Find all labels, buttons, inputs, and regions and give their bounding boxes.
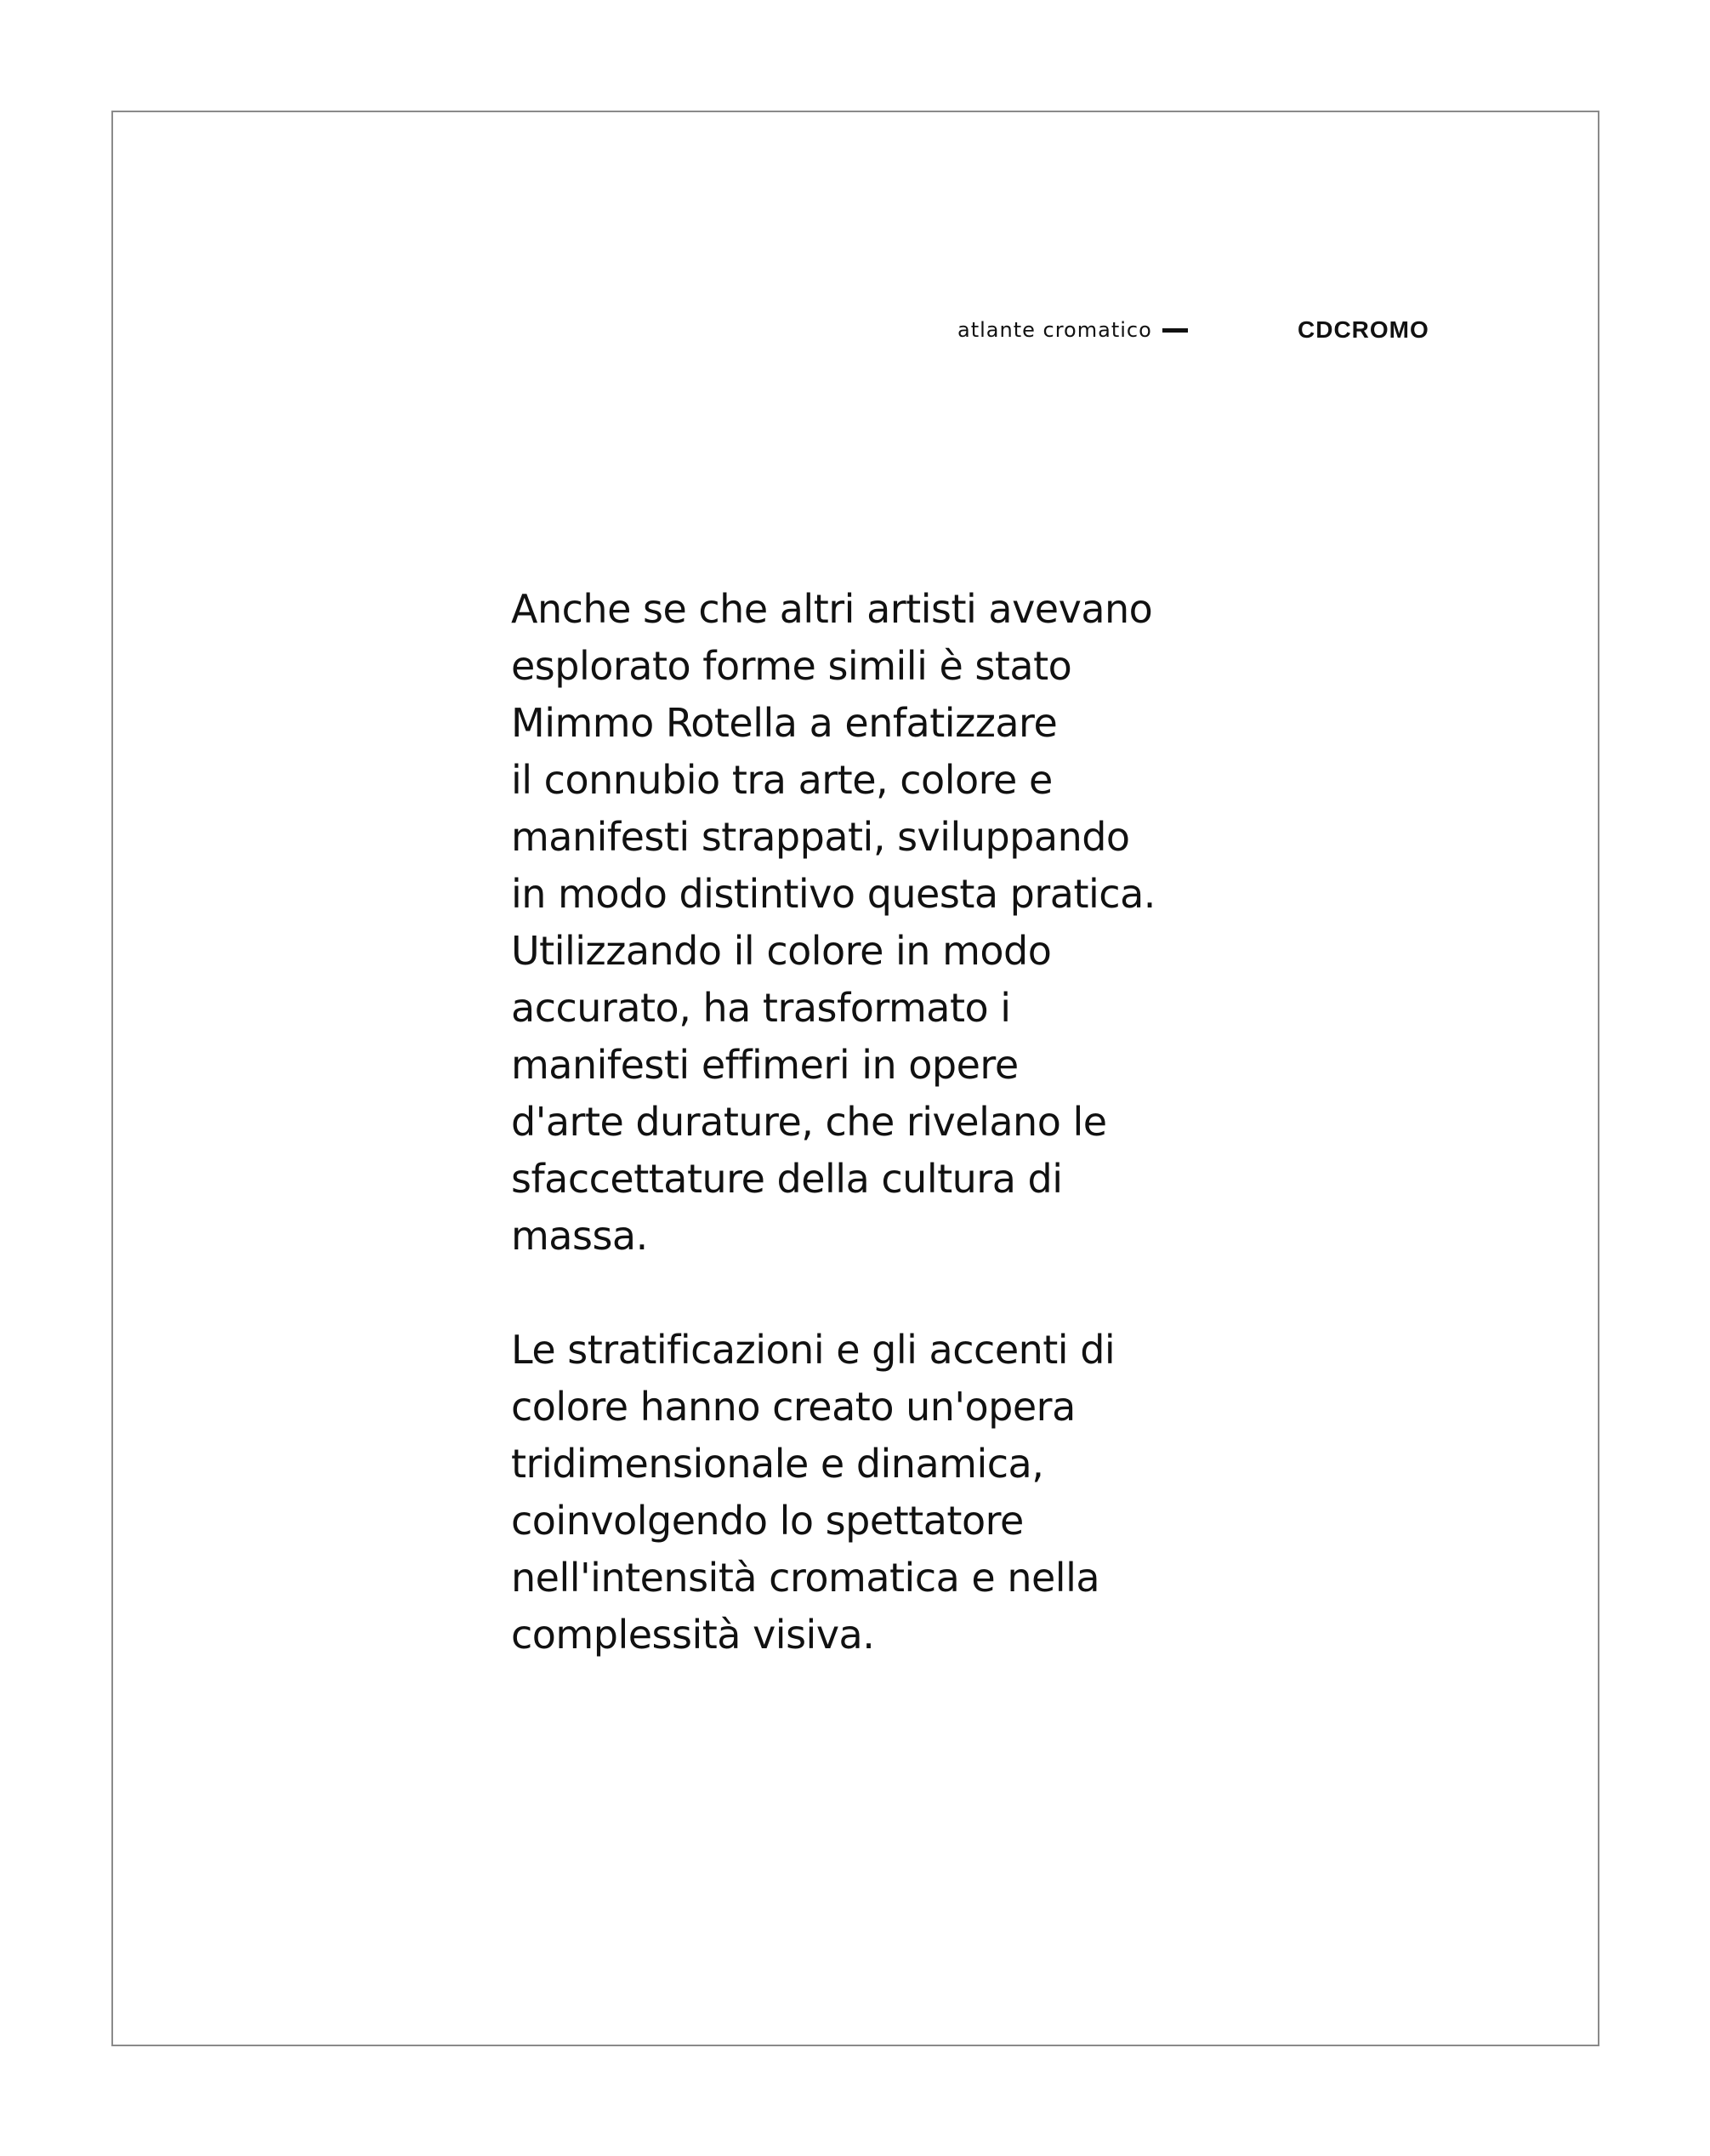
text-line: manifesti effimeri in opere bbox=[511, 1042, 1019, 1088]
text-line: accurato, ha trasformato i bbox=[511, 985, 1011, 1031]
text-line: manifesti strappati, sviluppando bbox=[511, 814, 1130, 860]
body-text bbox=[511, 581, 1242, 1664]
text-line: Le stratificazioni e gli accenti di bbox=[511, 1327, 1116, 1373]
text-line: coinvolgendo lo spettatore bbox=[511, 1498, 1024, 1544]
paragraph-1 bbox=[511, 581, 1242, 1265]
text-line: nell'intensità cromatica e nella bbox=[511, 1555, 1100, 1601]
text-line: d'arte durature, che rivelano le bbox=[511, 1099, 1107, 1145]
header-label-text: atlante cromatico bbox=[957, 318, 1152, 342]
text-line: Mimmo Rotella a enfatizzare bbox=[511, 700, 1058, 746]
text-line: esplorato forme simili è stato bbox=[511, 643, 1072, 689]
text-line: in modo distintivo questa pratica. bbox=[511, 871, 1156, 917]
text-line: massa. bbox=[511, 1213, 648, 1259]
text-line: Utilizzando il colore in modo bbox=[511, 928, 1052, 974]
header-brand: CDCROMO bbox=[1298, 316, 1429, 343]
text-line: tridimensionale e dinamica, bbox=[511, 1441, 1044, 1487]
header-dash bbox=[1162, 328, 1188, 333]
paragraph-2 bbox=[511, 1322, 1242, 1664]
text-line: il connubio tra arte, colore e bbox=[511, 757, 1053, 803]
text-line: sfaccettature della cultura di bbox=[511, 1156, 1063, 1202]
text-line: colore hanno creato un'opera bbox=[511, 1384, 1076, 1430]
header-label bbox=[957, 318, 1188, 342]
text-line: complessità visiva. bbox=[511, 1612, 875, 1658]
text-line: Anche se che altri artisti avevano bbox=[511, 586, 1153, 632]
